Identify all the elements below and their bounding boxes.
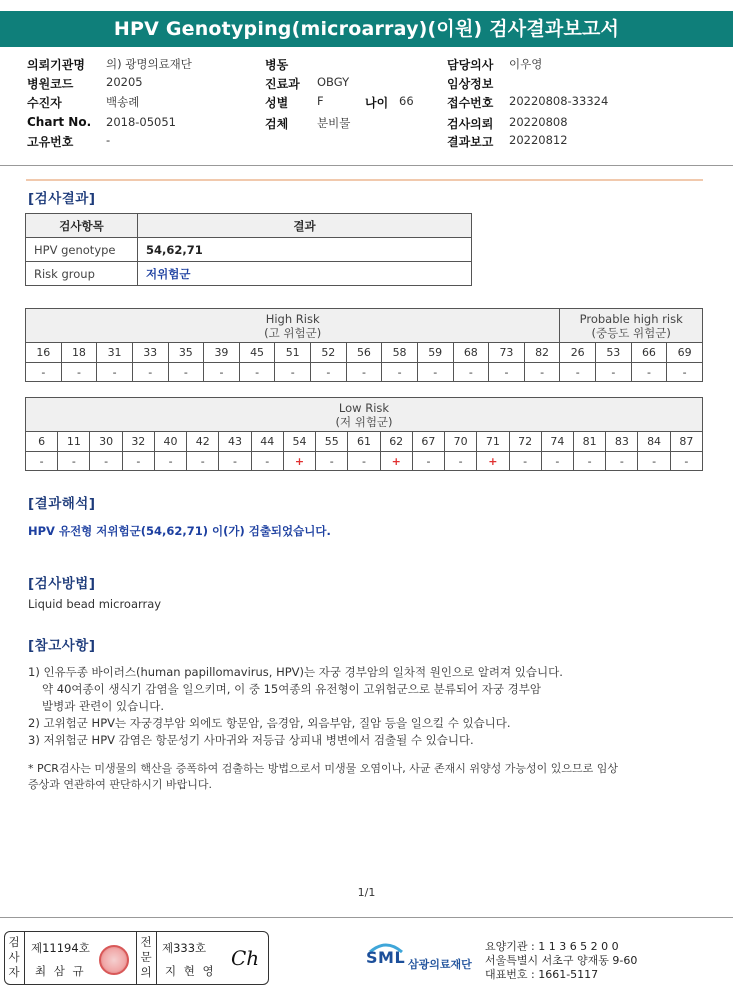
genotype-type-cell: 68 xyxy=(453,343,489,363)
info-value: 20220808 xyxy=(509,115,568,129)
note-line: 1) 인유두종 바이러스(human papillomavirus, HPV)는 자궁 경부암의 일차적 원인으로 알려져 있습니다. xyxy=(28,665,563,679)
genotype-result-cell: - xyxy=(275,363,311,382)
genotype-result-cell: - xyxy=(412,452,444,471)
genotype-type-cell: 42 xyxy=(187,432,219,452)
org-line: 서울특별시 서초구 양재동 9-60 xyxy=(485,954,638,967)
page-number: 1/1 xyxy=(357,886,376,899)
genotype-type-cell: 67 xyxy=(412,432,444,452)
info-label: Chart No. xyxy=(27,115,92,129)
genotype-type-cell: 39 xyxy=(204,343,240,363)
genotype-type-cell: 71 xyxy=(477,432,509,452)
genotype-type-cell: 30 xyxy=(90,432,122,452)
footnote-line: 증상과 연관하여 판단하시기 바랍니다. xyxy=(28,778,213,791)
footer-divider xyxy=(0,917,733,918)
info-label: 검사의뢰 xyxy=(447,117,494,131)
info-label: 임상정보 xyxy=(447,77,494,91)
sml-logo-text: SML xyxy=(366,948,406,967)
patient-info xyxy=(0,56,733,156)
probable-risk-header xyxy=(560,309,703,343)
specialist-license: 제333호 xyxy=(162,941,207,955)
info-value: 2018-05051 xyxy=(106,115,176,129)
high-risk-types-row xyxy=(26,343,703,363)
sig-separator xyxy=(136,932,137,984)
specialist-name: 지 현 영 xyxy=(165,964,216,978)
high-risk-title: High Risk xyxy=(265,311,320,326)
result-section-title: [검사결과] xyxy=(28,191,96,207)
genotype-result-cell: - xyxy=(26,363,62,382)
info-label: 병원코드 xyxy=(27,77,74,91)
genotype-type-cell: 52 xyxy=(311,343,347,363)
info-value: F xyxy=(317,94,324,108)
info-label: 의뢰기관명 xyxy=(27,58,85,72)
genotype-type-cell: 74 xyxy=(541,432,573,452)
genotype-result-cell: - xyxy=(122,452,154,471)
genotype-type-cell: 44 xyxy=(251,432,283,452)
genotype-type-cell: 72 xyxy=(509,432,541,452)
genotype-type-cell: 82 xyxy=(524,343,560,363)
notes-list xyxy=(28,664,708,749)
genotype-result-cell: - xyxy=(26,452,58,471)
genotype-result-cell: - xyxy=(239,363,275,382)
signature-box xyxy=(4,931,269,985)
genotype-result-cell: - xyxy=(560,363,596,382)
genotype-type-cell: 83 xyxy=(606,432,638,452)
genotype-type-cell: 40 xyxy=(154,432,186,452)
genotype-result-cell: - xyxy=(606,452,638,471)
note-line: 3) 저위험군 HPV 감염은 항문성기 사마귀와 저등급 상피내 병변에서 검출될 수 있습니다. xyxy=(28,733,474,747)
genotype-result-cell: - xyxy=(509,452,541,471)
note-line: 2) 고위험군 HPV는 자궁경부암 외에도 항문암, 음경암, 외음부암, 질암 등을 일으킬 수 있습니다. xyxy=(28,716,511,730)
genotype-result-cell: - xyxy=(541,452,573,471)
genotype-result-cell: - xyxy=(382,363,418,382)
genotype-result-cell: - xyxy=(219,452,251,471)
org-line: 대표번호 : 1661-5117 xyxy=(485,968,599,981)
examiner-name: 최 삼 규 xyxy=(35,964,86,978)
genotype-result-cell: - xyxy=(524,363,560,382)
genotype-result-cell: - xyxy=(311,363,347,382)
low-risk-grid xyxy=(25,397,703,471)
high-risk-subtitle: (고 위험군) xyxy=(264,325,322,340)
genotype-result-cell: - xyxy=(187,452,219,471)
specialist-label: 전문의 xyxy=(140,935,152,979)
genotype-type-cell: 45 xyxy=(239,343,275,363)
genotype-type-cell: 6 xyxy=(26,432,58,452)
genotype-result-cell: - xyxy=(346,363,382,382)
method-text: Liquid bead microarray xyxy=(28,597,162,611)
genotype-type-cell: 84 xyxy=(638,432,670,452)
genotype-type-cell: 32 xyxy=(122,432,154,452)
probable-risk-title: Probable high risk xyxy=(579,311,683,326)
info-label: 고유번호 xyxy=(27,135,74,149)
genotype-type-cell: 11 xyxy=(58,432,90,452)
result-item: Risk group xyxy=(26,262,138,286)
genotype-type-cell: 58 xyxy=(382,343,418,363)
genotype-type-cell: 62 xyxy=(380,432,412,452)
result-table xyxy=(25,213,472,286)
info-value: OBGY xyxy=(317,75,350,89)
interpretation-text: HPV 유전형 저위험군(54,62,71) 이(가) 검출되었습니다. xyxy=(28,524,331,538)
genotype-result-cell: - xyxy=(453,363,489,382)
result-header-result: 결과 xyxy=(138,214,472,238)
genotype-result-cell: - xyxy=(61,363,97,382)
org-contact xyxy=(485,940,637,982)
section-rule xyxy=(26,179,703,181)
footnote-line: * PCR검사는 미생물의 핵산을 증폭하여 검출하는 방법으로서 미생물 오염이나, 사균 존재시 위양성 가능성이 있으므로 임상 xyxy=(28,762,618,775)
note-line: 약 40여종이 생식기 감염을 일으키며, 이 중 15여종의 유전형이 고위험군으로 분류되어 자궁 경부암 xyxy=(42,682,541,696)
genotype-result-cell: - xyxy=(90,452,122,471)
genotype-result-cell: + xyxy=(477,452,509,471)
genotype-result-cell: - xyxy=(417,363,453,382)
high-risk-header xyxy=(26,309,560,343)
info-label: 수진자 xyxy=(27,96,62,110)
genotype-type-cell: 59 xyxy=(417,343,453,363)
genotype-result-cell: - xyxy=(638,452,670,471)
result-header-item: 검사항목 xyxy=(26,214,138,238)
table-row xyxy=(26,238,472,262)
low-risk-results-row xyxy=(26,452,703,471)
probable-risk-subtitle: (중등도 위험군) xyxy=(591,325,671,340)
interpretation-section-title: [결과해석] xyxy=(28,496,96,512)
genotype-result-cell: - xyxy=(445,452,477,471)
info-value: 20220808-33324 xyxy=(509,94,609,108)
age-value: 66 xyxy=(399,94,414,108)
low-risk-subtitle: (저 위험군) xyxy=(335,414,393,429)
genotype-result-cell: - xyxy=(631,363,667,382)
genotype-type-cell: 31 xyxy=(97,343,133,363)
method-section-title: [검사방법] xyxy=(28,576,96,592)
info-label: 진료과 xyxy=(265,77,300,91)
genotype-type-cell: 16 xyxy=(26,343,62,363)
genotype-type-cell: 53 xyxy=(596,343,632,363)
info-value: 이우영 xyxy=(509,57,543,71)
genotype-result-cell: - xyxy=(316,452,348,471)
genotype-type-cell: 18 xyxy=(61,343,97,363)
notes-section-title: [참고사항] xyxy=(28,638,96,654)
genotype-type-cell: 56 xyxy=(346,343,382,363)
genotype-result-cell: - xyxy=(596,363,632,382)
genotype-result-cell: - xyxy=(670,452,702,471)
genotype-type-cell: 33 xyxy=(132,343,168,363)
info-label: 검체 xyxy=(265,117,289,131)
genotype-type-cell: 66 xyxy=(631,343,667,363)
genotype-type-cell: 70 xyxy=(445,432,477,452)
genotype-result-cell: - xyxy=(132,363,168,382)
genotype-result-cell: - xyxy=(573,452,605,471)
low-risk-header xyxy=(26,398,703,432)
genotype-result-cell: - xyxy=(348,452,380,471)
genotype-result-cell: - xyxy=(58,452,90,471)
info-value: 분비물 xyxy=(317,116,351,130)
org-name: 삼광의료재단 xyxy=(408,958,472,971)
genotype-type-cell: 81 xyxy=(573,432,605,452)
examiner-label: 검사자 xyxy=(8,935,20,979)
specialist-signature: Ch xyxy=(231,946,260,970)
pcr-footnote xyxy=(28,761,708,793)
sig-separator xyxy=(156,932,157,984)
info-value: - xyxy=(106,133,111,147)
genotype-result-cell: - xyxy=(489,363,525,382)
genotype-result-cell: + xyxy=(283,452,315,471)
low-risk-types-row xyxy=(26,432,703,452)
result-value: 54,62,71 xyxy=(138,238,472,262)
info-label: 담당의사 xyxy=(447,58,494,72)
table-row xyxy=(26,262,472,286)
genotype-type-cell: 54 xyxy=(283,432,315,452)
report-title: HPV Genotyping(microarray)(이원) 검사결과보고서 xyxy=(0,11,733,47)
genotype-type-cell: 73 xyxy=(489,343,525,363)
high-risk-grid xyxy=(25,308,703,382)
high-risk-results-row xyxy=(26,363,703,382)
info-label: 성별 xyxy=(265,96,289,110)
info-label: 결과보고 xyxy=(447,135,494,149)
genotype-type-cell: 51 xyxy=(275,343,311,363)
info-value: 의) 광명의료재단 xyxy=(106,57,192,71)
age-label: 나이 xyxy=(365,96,389,110)
examiner-license: 제11194호 xyxy=(31,941,90,955)
info-value: 백송례 xyxy=(106,95,140,109)
result-item: HPV genotype xyxy=(26,238,138,262)
examiner-seal-icon xyxy=(99,945,129,975)
genotype-result-cell: - xyxy=(251,452,283,471)
result-value: 저위험군 xyxy=(138,262,472,286)
genotype-type-cell: 43 xyxy=(219,432,251,452)
genotype-result-cell: - xyxy=(97,363,133,382)
info-label: 병동 xyxy=(265,58,289,72)
genotype-result-cell: - xyxy=(168,363,204,382)
sig-separator xyxy=(24,932,25,984)
genotype-type-cell: 35 xyxy=(168,343,204,363)
genotype-type-cell: 69 xyxy=(667,343,703,363)
low-risk-title: Low Risk xyxy=(338,400,390,415)
genotype-result-cell: - xyxy=(204,363,240,382)
genotype-type-cell: 26 xyxy=(560,343,596,363)
genotype-result-cell: - xyxy=(667,363,703,382)
genotype-type-cell: 55 xyxy=(316,432,348,452)
header-divider xyxy=(0,165,733,166)
genotype-result-cell: - xyxy=(154,452,186,471)
genotype-type-cell: 87 xyxy=(670,432,702,452)
genotype-result-cell: + xyxy=(380,452,412,471)
genotype-type-cell: 61 xyxy=(348,432,380,452)
info-label: 접수번호 xyxy=(447,96,494,110)
info-value: 20205 xyxy=(106,75,143,89)
info-value: 20220812 xyxy=(509,133,568,147)
note-line: 발병과 관련이 있습니다. xyxy=(42,699,165,713)
org-line: 요양기관 : 1 1 3 6 5 2 0 0 xyxy=(485,940,619,953)
